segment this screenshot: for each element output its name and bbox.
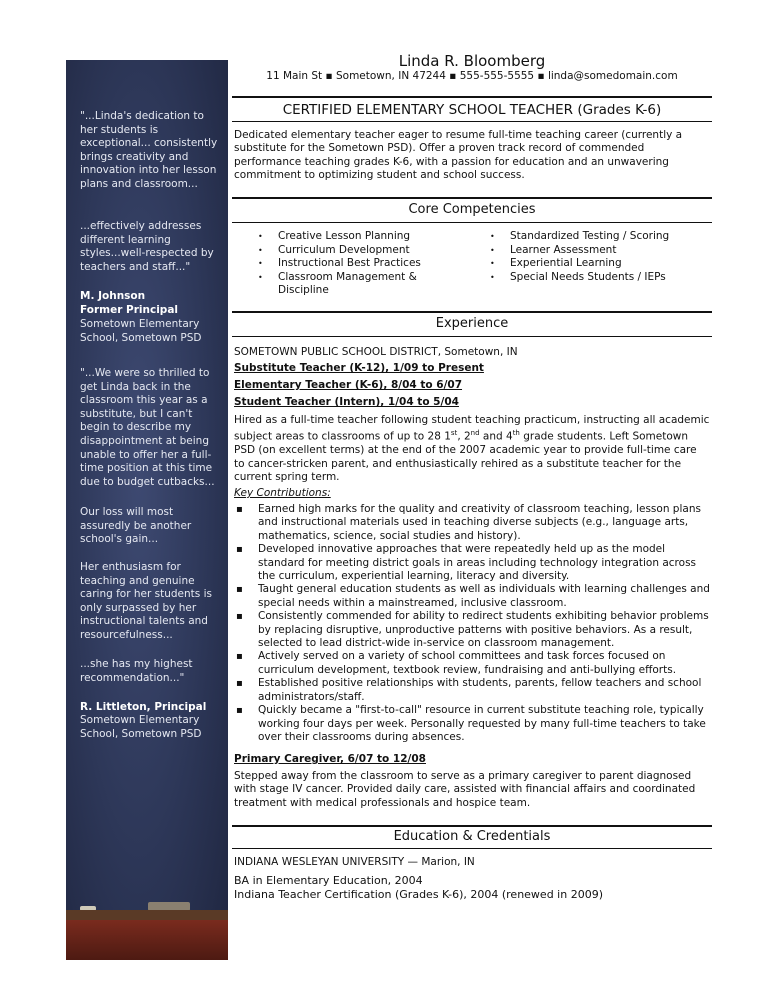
competencies-right: [488, 230, 708, 284]
role-title: Substitute Teacher (K-12), 1/09 to Present: [234, 362, 484, 374]
separator-icon: ▪: [325, 70, 336, 82]
education-title: Education & Credentials: [393, 829, 551, 844]
contribution-item: ▪ Taught general education students as well as individuals with learning challenges and special needs within a mainstreamed, inclusive classroom.: [234, 583, 710, 610]
testimonial-sidebar: [66, 60, 228, 960]
address: 11 Main St: [266, 70, 323, 82]
divider: [232, 96, 712, 98]
divider: [232, 848, 712, 849]
divider: [232, 121, 712, 122]
competency-item: • Experiential Learning: [488, 257, 708, 271]
separator-icon: ▪: [537, 70, 548, 82]
testimonial-author-1-org: Sometown Elementary School, Sometown PSD: [80, 318, 202, 344]
testimonial-author-1-title: Former Principal: [80, 304, 179, 316]
contribution-item: ▪ Quickly became a "first-to-call" resource in current substitute teaching role, typically working four days per week. Personally requested by many full-time teachers to take over their classrooms during absences.: [234, 704, 710, 744]
city: Sometown, IN 47244: [335, 70, 446, 82]
contributions-list: [234, 503, 710, 744]
contribution-item: ▪ Consistently commended for ability to redirect students exhibiting behavior problems by replacing disruptive, unproductive patterns with positive behaviors. As a result, selected to lead district-wide in-service on classroom management.: [234, 610, 710, 650]
testimonial-quote-2: "...We were so thrilled to get Linda back in the classroom this year as a substitute, but I can't begin to describe my disappointment at being unable to offer her a full-time position at this time due to budget cutbacks...: [80, 367, 215, 488]
competency-item: • Classroom Management & Discipline: [256, 271, 436, 298]
competency-item: • Learner Assessment: [488, 244, 708, 258]
divider: [232, 336, 712, 337]
divider: [232, 197, 712, 199]
summary-title: CERTIFIED ELEMENTARY SCHOOL TEACHER (Grades K-6): [282, 102, 662, 118]
ordinal-suffix: st: [450, 429, 458, 438]
certification: Indiana Teacher Certification (Grades K-6), 2004 (renewed in 2009): [234, 888, 603, 901]
contributions-label: Key Contributions:: [234, 487, 331, 499]
chalk-ledge: [66, 910, 228, 920]
employer: SOMETOWN PUBLIC SCHOOL DISTRICT, Sometown, IN: [234, 346, 518, 358]
testimonial-author-1-name: M. Johnson: [80, 290, 146, 302]
competencies-left: [256, 230, 436, 298]
separator-icon: ▪: [449, 70, 460, 82]
competency-item: • Creative Lesson Planning: [256, 230, 436, 244]
contact-line: [232, 70, 712, 83]
experience-title: Experience: [435, 316, 509, 331]
testimonial-quote-2d: ...she has my highest recommendation...": [80, 658, 193, 684]
role-description: [234, 414, 710, 485]
testimonial-author-2-org: Sometown Elementary School, Sometown PSD: [80, 714, 202, 740]
contribution-item: ▪ Established positive relationships with students, parents, fellow teachers and school administrators/staff.: [234, 677, 710, 704]
desc-part: and 4: [479, 430, 513, 443]
candidate-name: Linda R. Bloomberg: [398, 52, 546, 70]
competency-item: • Standardized Testing / Scoring: [488, 230, 708, 244]
degree: BA in Elementary Education, 2004: [234, 874, 423, 887]
desc-part: Hired as a full-time teacher following student teaching practicum, instructing all academic subject areas to classrooms of up to 28 1: [234, 414, 710, 443]
role-title: Primary Caregiver, 6/07 to 12/08: [234, 753, 426, 765]
testimonial-quote-1b: ...effectively addresses different learning styles...well-respected by teachers and staff...": [80, 220, 214, 273]
contribution-item: ▪ Actively served on a variety of school committees and task forces focused on curriculum development, textbook review, fundraising and anti-bullying efforts.: [234, 650, 710, 677]
email[interactable]: linda@somedomain.com: [547, 70, 678, 82]
ordinal-suffix: nd: [470, 429, 480, 438]
competency-item: • Special Needs Students / IEPs: [488, 271, 708, 285]
testimonial-quote-2c: Her enthusiasm for teaching and genuine caring for her students is only surpassed by her instructional talents and resourcefulness...: [80, 561, 212, 641]
testimonial-quote-2b: Our loss will most assuredly be another school's gain...: [80, 506, 192, 546]
competencies-title: Core Competencies: [408, 202, 536, 217]
chalkboard-frame: [66, 920, 228, 960]
testimonial-quote-1: "...Linda's dedication to her students is exceptional... consistently brings creativity and innovation into her lesson plans and classroom...: [80, 110, 218, 190]
divider: [232, 311, 712, 313]
ordinal-suffix: th: [512, 429, 520, 438]
testimonial-author-2-name: R. Littleton, Principal: [80, 701, 207, 713]
role-description: Stepped away from the classroom to serve as a primary caregiver to parent diagnosed with stage IV cancer. Provided daily care, assisted with financial affairs and coordinated treatment with medical professionals and hospice team.: [234, 770, 696, 809]
role-title: Elementary Teacher (K-6), 8/04 to 6/07: [234, 379, 463, 391]
contribution-item: ▪ Earned high marks for the quality and creativity of classroom teaching, lesson plans and instructional materials used in teaching diverse subjects (e.g., language arts, mathematics, science, social studies and history).: [234, 503, 710, 543]
phone: 555-555-5555: [459, 70, 535, 82]
desc-part: , 2: [457, 430, 471, 443]
competency-item: • Instructional Best Practices: [256, 257, 436, 271]
summary-text: Dedicated elementary teacher eager to resume full-time teaching career (currently a substitute for the Sometown PSD). Offer a proven track record of commended performance teaching grades K-6, with a passion for education and an unwavering commitment to optimizing student and school success.: [234, 129, 683, 182]
competency-item: • Curriculum Development: [256, 244, 436, 258]
desc-part: grade students. Left Sometown PSD (on excellent terms) at the end of the 2007 academic year to provide full-time care to cancer-stricken parent, and enthusiastically rehired as a substitute teacher for the current spring term.: [234, 430, 697, 484]
divider: [232, 825, 712, 827]
role-title: Student Teacher (Intern), 1/04 to 5/04: [234, 396, 459, 408]
school: INDIANA WESLEYAN UNIVERSITY — Marion, IN: [234, 856, 475, 868]
divider: [232, 222, 712, 223]
contribution-item: ▪ Developed innovative approaches that were repeatedly held up as the model standard for meeting district goals in areas including technology integration across the curriculum, experiential learning, literacy and diversity.: [234, 543, 710, 583]
